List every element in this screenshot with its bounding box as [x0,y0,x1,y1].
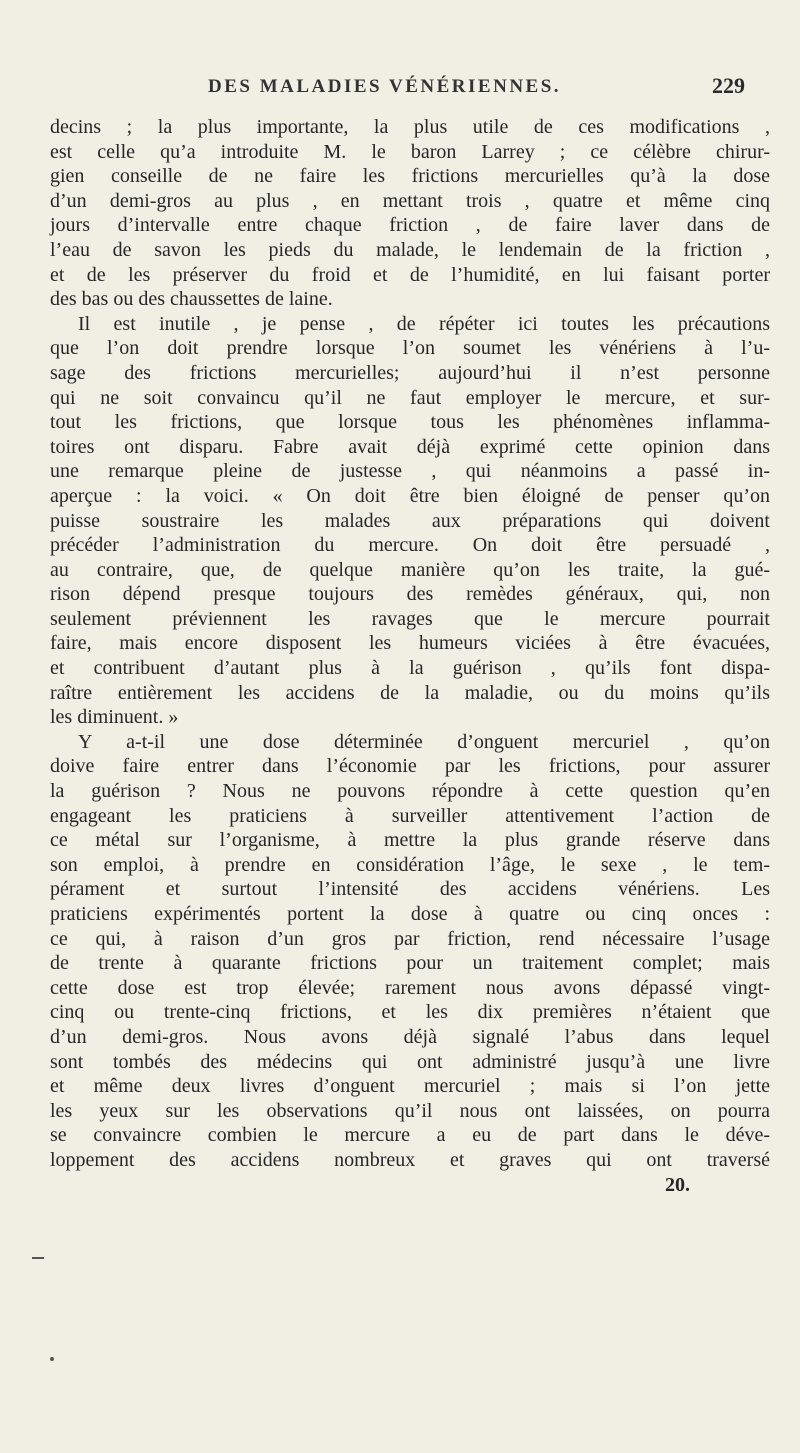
text-line: la guérison ? Nous ne pouvons répondre à cette question qu’en [50,780,770,803]
text-line: ce métal sur l’organisme, à mettre la plus grande réserve dans [50,829,770,852]
margin-mark [32,1257,44,1259]
text-line: ce qui, à raison d’un gros par friction, rend nécessaire l’usage [50,927,770,950]
margin-dot [50,1357,54,1361]
text-line: et même deux livres d’onguent mercuriel ; mais si l’on jette [50,1075,770,1098]
text-line: et contribuent d’autant plus à la guérison , qu’ils font dispa- [50,657,770,680]
text-line: se convaincre combien le mercure a eu de part dans le déve- [50,1124,770,1147]
text-line: les diminuent. » [50,706,179,729]
text-line: Il est inutile , je pense , de répéter ici toutes les précautions [78,312,770,335]
text-line: jours d’intervalle entre chaque friction , de faire laver dans de [50,214,770,237]
text-line: decins ; la plus importante, la plus utile de ces modifications , [50,116,770,138]
signature-mark: 20. [665,1173,690,1196]
text-line: rison dépend presque toujours des remèdes généraux, qui, non [50,583,770,606]
text-line: qui ne soit convaincu qu’il ne faut employer le mercure, et sur- [50,386,770,409]
text-line: toires ont disparu. Fabre avait déjà exprimé cette opinion dans [50,435,770,458]
text-line: sage des frictions mercurielles; aujourd’hui il n’est personne [50,361,770,384]
text-line: doive faire entrer dans l’économie par les frictions, pour assurer [50,755,770,778]
text-line: pérament et surtout l’intensité des accidens vénériens. Les [50,878,770,901]
text-line: au contraire, que, de quelque manière qu’on les traite, la gué- [50,558,770,581]
text-line: faire, mais encore disposent les humeurs viciées à être évacuées, [50,632,770,655]
body-text [50,115,770,1197]
text-line: seulement préviennent les ravages que le mercure pourrait [50,607,770,630]
text-line: sont tombés des médecins qui ont administré jusqu’à une livre [50,1050,770,1073]
text-line: Y a-t-il une dose déterminée d’onguent mercuriel , qu’on [78,730,770,753]
text-line: tout les frictions, que lorsque tous les phénomènes inflamma- [50,411,770,434]
text-line: des bas ou des chaussettes de laine. [50,288,333,311]
text-line: de trente à quarante frictions pour un traitement complet; mais [50,952,770,975]
text-line: praticiens expérimentés portent la dose à quatre ou cinq onces : [50,903,770,925]
text-line: cinq ou trente-cinq frictions, et les dix premières n’étaient que [50,1001,770,1024]
running-head [0,73,800,106]
text-line: cette dose est trop élevée; rarement nous avons dépassé vingt- [50,976,770,999]
text-line: les yeux sur les observations qu’il nous ont laissées, on pourra [50,1099,770,1122]
page-number: 229 [712,73,745,98]
text-line: puisse soustraire les malades aux préparations qui doivent [50,509,770,532]
text-line: aperçue : la voici. « On doit être bien éloigné de penser qu’on [50,484,770,507]
text-line: et de les préserver du froid et de l’humidité, en lui faisant porter [50,263,770,286]
text-line: d’un demi-gros. Nous avons déjà signalé l’abus dans lequel [50,1025,770,1048]
text-line: gien conseille de ne faire les frictions mercurielles qu’à la dose [50,165,770,188]
running-title: DES MALADIES VÉNÉRIENNES. [208,76,562,97]
text-line: l’eau de savon les pieds du malade, le lendemain de la friction , [50,238,770,261]
text-line: d’un demi-gros au plus , en mettant trois , quatre et même cinq [50,189,770,212]
text-line: son emploi, à prendre en considération l’âge, le sexe , le tem- [50,853,770,876]
text-line: que l’on doit prendre lorsque l’on soumet les vénériens à l’u- [50,337,770,360]
text-line: une remarque pleine de justesse , qui néanmoins a passé in- [50,460,770,483]
text-line: raître entièrement les accidens de la maladie, ou du moins qu’ils [50,681,770,704]
text-line: est celle qu’a introduite M. le baron Larrey ; ce célèbre chirur- [50,140,770,163]
text-line: précéder l’administration du mercure. On doit être persuadé , [50,534,770,557]
text-line: loppement des accidens nombreux et graves qui ont traversé [50,1148,770,1171]
text-line: engageant les praticiens à surveiller attentivement l’action de [50,804,770,827]
